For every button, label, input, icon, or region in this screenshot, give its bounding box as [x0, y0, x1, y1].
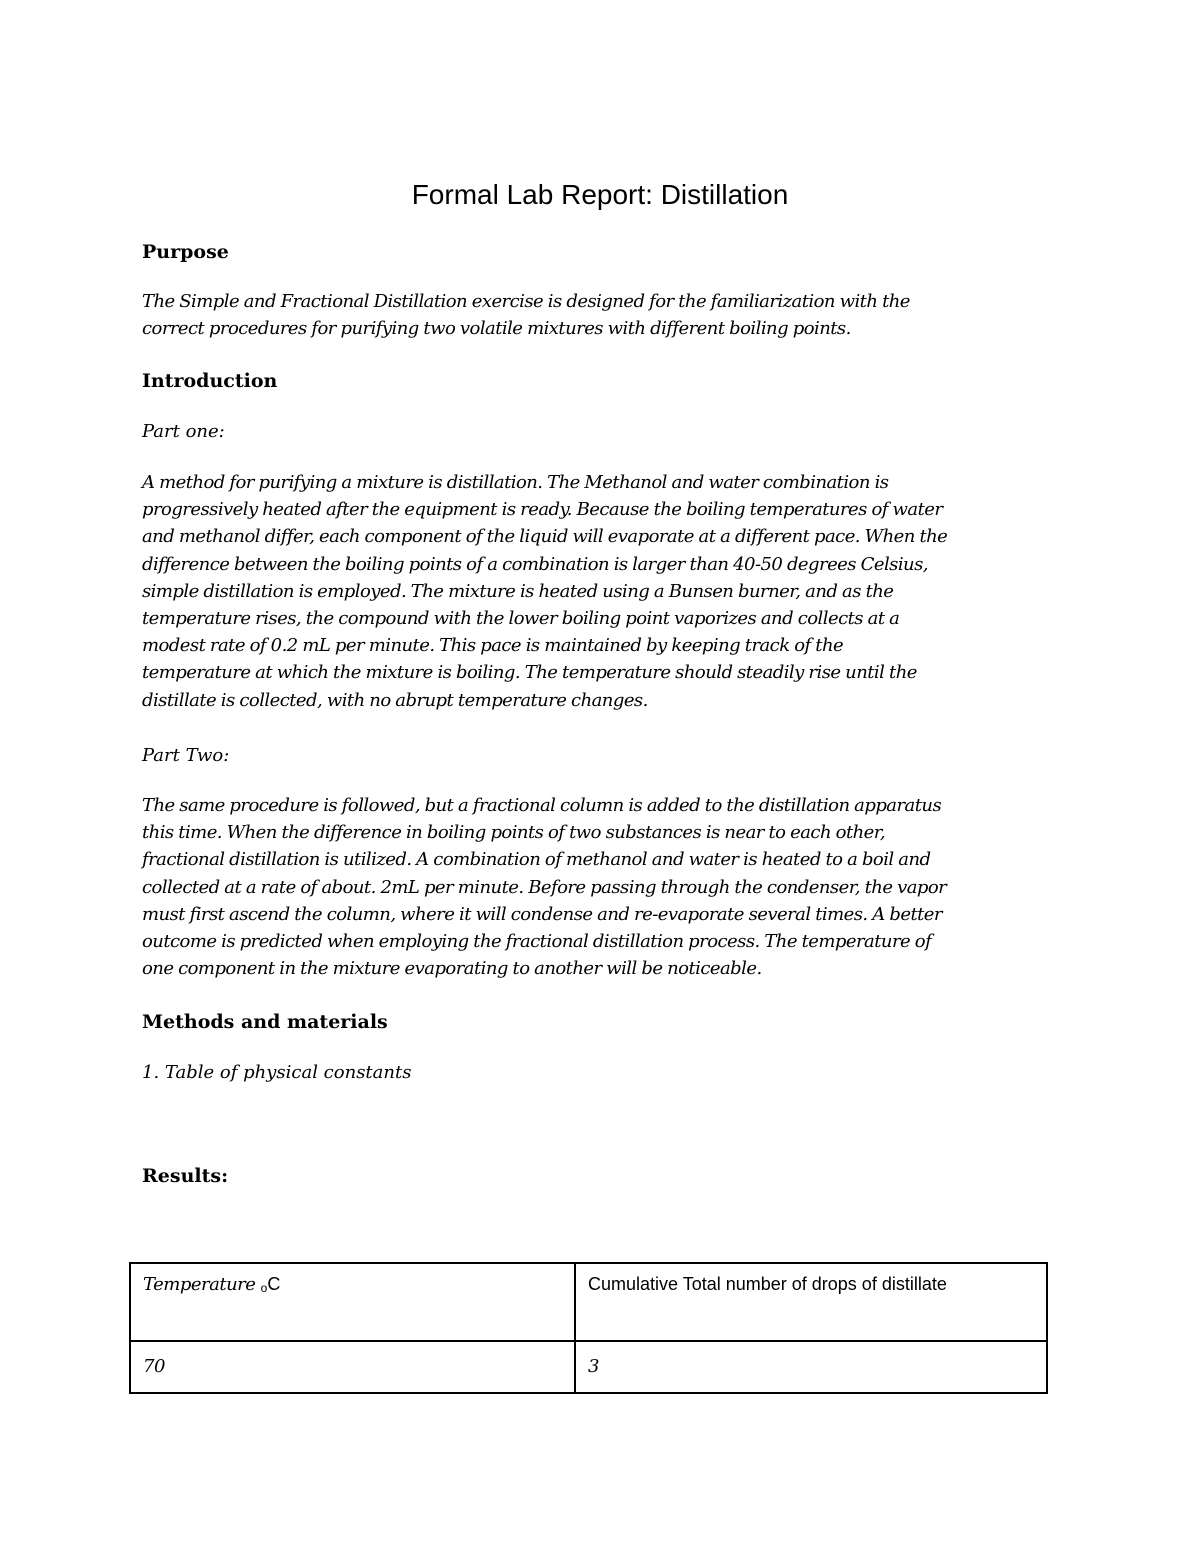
table-header-row — [130, 1263, 1047, 1341]
drops-header-label: Cumulative Total number of drops of distillate — [588, 1274, 947, 1294]
part-one-paragraph — [142, 469, 1062, 714]
purpose-paragraph — [142, 288, 1062, 342]
page-title: Formal Lab Report: Distillation — [411, 179, 789, 210]
temperature-header-cell — [130, 1263, 575, 1341]
part-two-line: outcome is predicted when employing the fractional distillation process. The temperature of — [142, 931, 932, 953]
purpose-heading: Purpose — [142, 241, 229, 263]
part-one-line: A method for purifying a mixture is distillation. The Methanol and water combination is — [142, 472, 889, 493]
part-one-line: distillate is collected, with no abrupt temperature changes. — [142, 689, 648, 711]
part-one-line: difference between the boiling points of a combination is larger than 40-50 degrees Celsius, — [142, 553, 928, 575]
part-one-line: progressively heated after the equipment is ready. Because the boiling temperatures of water — [142, 499, 943, 521]
part-one-line: modest rate of 0.2 mL per minute. This pace is maintained by keeping track of the — [142, 635, 844, 657]
drops-cell — [575, 1341, 1047, 1393]
part-two-line: collected at a rate of about. 2mL per minute. Before passing through the condenser, the vapor — [142, 876, 947, 898]
celsius-unit: C — [267, 1274, 281, 1294]
introduction-heading: Introduction — [142, 370, 278, 392]
part-two-label: Part Two: — [142, 745, 230, 766]
part-one-line: temperature rises, the compound with the lower boiling point vaporizes and collects at a — [142, 608, 900, 630]
purpose-line: correct procedures for purifying two volatile mixtures with different boiling points. — [142, 318, 851, 340]
part-one-line: temperature at which the mixture is boiling. The temperature should steadily rise until the — [142, 662, 917, 684]
part-one-line: and methanol differ, each component of the liquid will evaporate at a different pace. When the — [142, 526, 948, 548]
methods-heading: Methods and materials — [142, 1011, 388, 1033]
part-two-line: fractional distillation is utilized. A combination of methanol and water is heated to a boil and — [142, 849, 931, 871]
part-two-line: The same procedure is followed, but a fractional column is added to the distillation apparatus — [142, 795, 942, 816]
temperature-cell — [130, 1341, 575, 1393]
part-one-label: Part one: — [142, 421, 225, 442]
part-two-line: this time. When the difference in boiling points of two substances is near to each other, — [142, 822, 886, 844]
temperature-value: 70 — [143, 1356, 165, 1377]
table-row — [130, 1341, 1047, 1393]
part-two-paragraph — [142, 792, 1062, 982]
temperature-header-label: Temperature — [143, 1274, 261, 1295]
drops-value: 3 — [588, 1356, 599, 1377]
part-two-line: one component in the mixture evaporating to another will be noticeable. — [142, 958, 762, 980]
part-one-line: simple distillation is employed. The mixture is heated using a Bunsen burner, and as the — [142, 580, 894, 602]
part-two-line: must first ascend the column, where it will condense and re-evaporate several times. A better — [142, 903, 942, 925]
purpose-line: The Simple and Fractional Distillation exercise is designed for the familiarization with the — [142, 291, 910, 312]
results-heading: Results: — [142, 1165, 229, 1187]
drops-header-cell — [575, 1263, 1047, 1341]
results-table — [129, 1262, 1048, 1394]
methods-list-item: 1. Table of physical constants — [142, 1062, 412, 1083]
degree-subscript: o — [260, 1281, 268, 1295]
